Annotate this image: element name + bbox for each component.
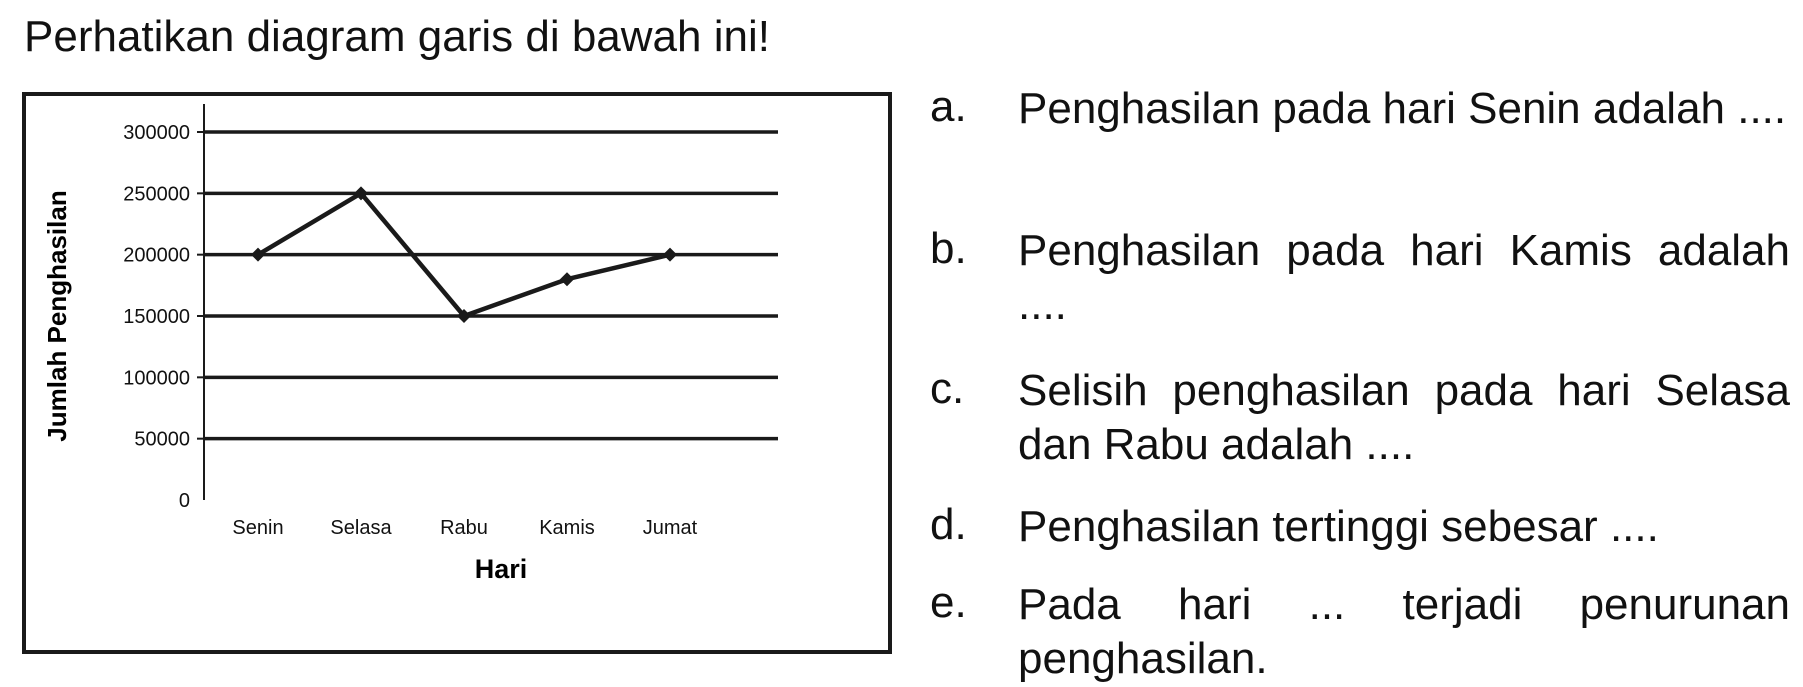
question-letter: e. <box>930 578 967 627</box>
question-text: Penghasilan pada hari Kamis adalah .... <box>1018 226 1790 329</box>
question-letter: c. <box>930 364 965 413</box>
question-text: Pada hari ... terjadi penurunan penghasilan. <box>1018 580 1790 683</box>
x-tick-labels <box>232 517 697 539</box>
x-tick-label: Jumat <box>642 517 698 539</box>
y-tick-label: 150000 <box>123 306 190 328</box>
y-tick-labels <box>123 122 190 512</box>
y-tick-label: 250000 <box>123 183 190 206</box>
x-tick-label: Selasa <box>330 517 392 539</box>
page-heading: Perhatikan diagram garis di bawah ini! <box>24 12 770 61</box>
data-point <box>663 248 677 262</box>
x-tick-label: Rabu <box>440 517 488 539</box>
question-letter: d. <box>930 500 967 549</box>
question-e <box>930 578 1790 685</box>
y-tick-label: 200000 <box>123 244 190 267</box>
x-axis-label: Hari <box>474 554 528 584</box>
line-chart-frame <box>22 92 892 654</box>
y-tick-label: 300000 <box>123 122 190 144</box>
question-letter: a. <box>930 82 967 131</box>
question-list <box>930 82 1790 685</box>
chart-gridlines <box>204 132 778 439</box>
question-text: Penghasilan tertinggi sebesar .... <box>1018 502 1659 551</box>
question-letter: b. <box>930 224 967 273</box>
question-text: Penghasilan pada hari Senin adalah .... <box>1018 84 1787 133</box>
question-a <box>930 82 1790 224</box>
chart-axes <box>197 104 204 500</box>
y-tick-label: 100000 <box>123 367 190 390</box>
y-tick-label: 50000 <box>134 428 190 451</box>
question-d <box>930 500 1790 578</box>
y-tick-label: 0 <box>178 490 190 512</box>
line-chart <box>26 96 888 650</box>
question-text: Selisih penghasilan pada hari Selasa dan Rabu adalah .... <box>1018 366 1790 469</box>
y-axis-label: Jumlah Penghasilan <box>42 190 72 442</box>
x-tick-label: Kamis <box>539 517 595 539</box>
data-point <box>560 272 574 286</box>
question-b <box>930 224 1790 364</box>
x-tick-label: Senin <box>232 517 284 539</box>
question-c <box>930 364 1790 500</box>
